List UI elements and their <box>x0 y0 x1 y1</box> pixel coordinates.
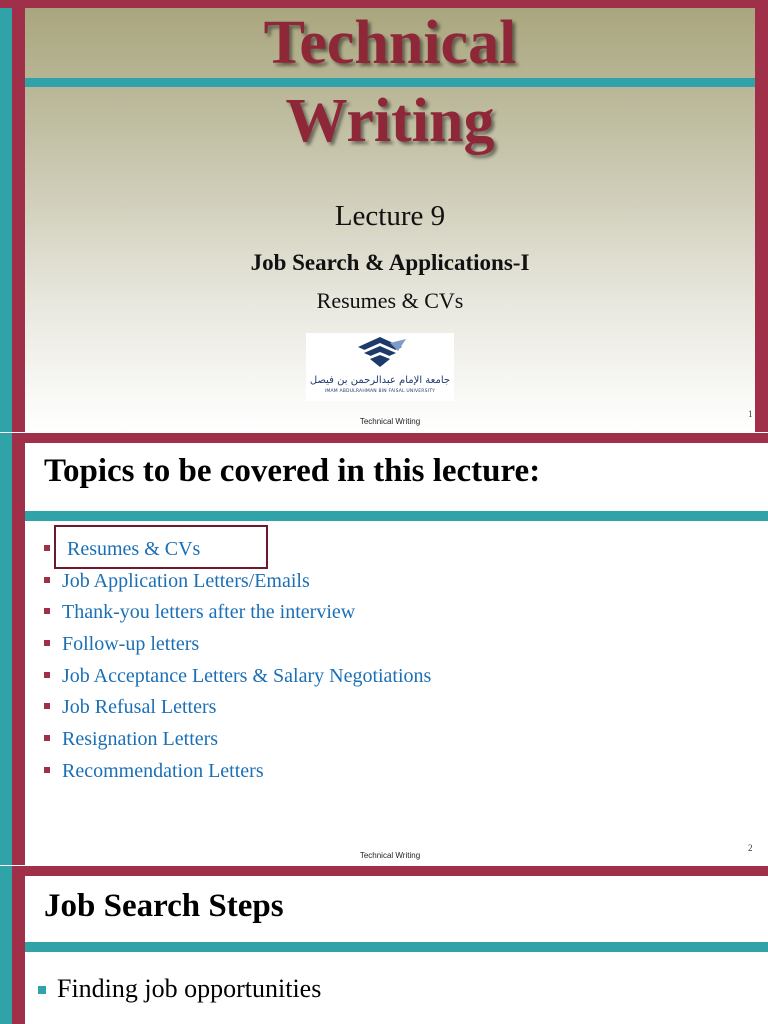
top-border <box>0 0 768 8</box>
left-maroon-border <box>12 0 25 432</box>
square-bullet-icon <box>44 608 50 614</box>
university-logo <box>306 333 454 401</box>
right-maroon-border <box>755 0 768 432</box>
square-bullet-icon <box>44 545 50 551</box>
top-border <box>12 433 768 443</box>
lecture-topic: Resumes & CVs <box>316 288 464 313</box>
list-item <box>44 632 431 664</box>
page-number: 1 <box>748 409 753 419</box>
list-item <box>44 600 431 632</box>
topic-label: Job Application Letters/Emails <box>62 569 310 592</box>
slide-footer: Technical Writing <box>359 417 421 426</box>
left-teal-border <box>0 866 12 1024</box>
square-bullet-icon <box>44 735 50 741</box>
list-item <box>44 695 431 727</box>
heading-teal-band <box>25 942 768 952</box>
top-border <box>12 866 768 876</box>
page-number: 2 <box>748 843 753 853</box>
lecture-number: Lecture 9 <box>334 200 446 232</box>
university-emblem-icon <box>306 333 454 375</box>
title-line-2: Writing <box>285 87 495 155</box>
title-line-1: Technical <box>263 9 517 77</box>
logo-arabic-text: جامعة الإمام عبدالرحمن بن فيصل <box>309 375 451 386</box>
heading-teal-band <box>25 511 768 521</box>
step-label: Finding job opportunities <box>57 974 322 1003</box>
left-maroon-border <box>12 433 25 865</box>
topic-label: Thank-you letters after the interview <box>62 601 356 624</box>
topic-label: Follow-up letters <box>62 633 200 656</box>
square-bullet-icon <box>44 767 50 773</box>
square-bullet-icon <box>38 986 46 994</box>
slide-heading: Topics to be covered in this lecture: <box>44 453 541 489</box>
topic-label: Recommendation Letters <box>62 759 264 782</box>
list-item <box>44 727 431 759</box>
job-search-slide <box>0 866 768 1024</box>
topics-list <box>44 537 431 791</box>
lecture-subtitle: Job Search & Applications-I <box>250 250 530 275</box>
list-item <box>44 759 431 791</box>
slide-heading: Job Search Steps <box>44 888 284 924</box>
topics-slide <box>0 433 768 865</box>
list-item <box>44 537 431 569</box>
topic-label: Job Acceptance Letters & Salary Negotiations <box>62 664 432 687</box>
slide-footer: Technical Writing <box>359 851 421 860</box>
square-bullet-icon <box>44 577 50 583</box>
left-maroon-border <box>12 866 25 1024</box>
topic-label: Resumes & CVs <box>67 538 201 560</box>
left-teal-border <box>0 8 12 432</box>
square-bullet-icon <box>44 672 50 678</box>
square-bullet-icon <box>44 703 50 709</box>
topic-label: Job Refusal Letters <box>62 696 217 719</box>
list-item <box>38 974 321 1004</box>
title-slide <box>0 0 768 432</box>
logo-english-text: IMAM ABDULRAHMAN BIN FAISAL UNIVERSITY <box>324 389 436 394</box>
topic-label: Resignation Letters <box>62 728 219 751</box>
list-item <box>44 664 431 696</box>
square-bullet-icon <box>44 640 50 646</box>
list-item <box>44 569 431 601</box>
left-teal-border <box>0 433 12 865</box>
steps-list <box>38 974 321 1004</box>
